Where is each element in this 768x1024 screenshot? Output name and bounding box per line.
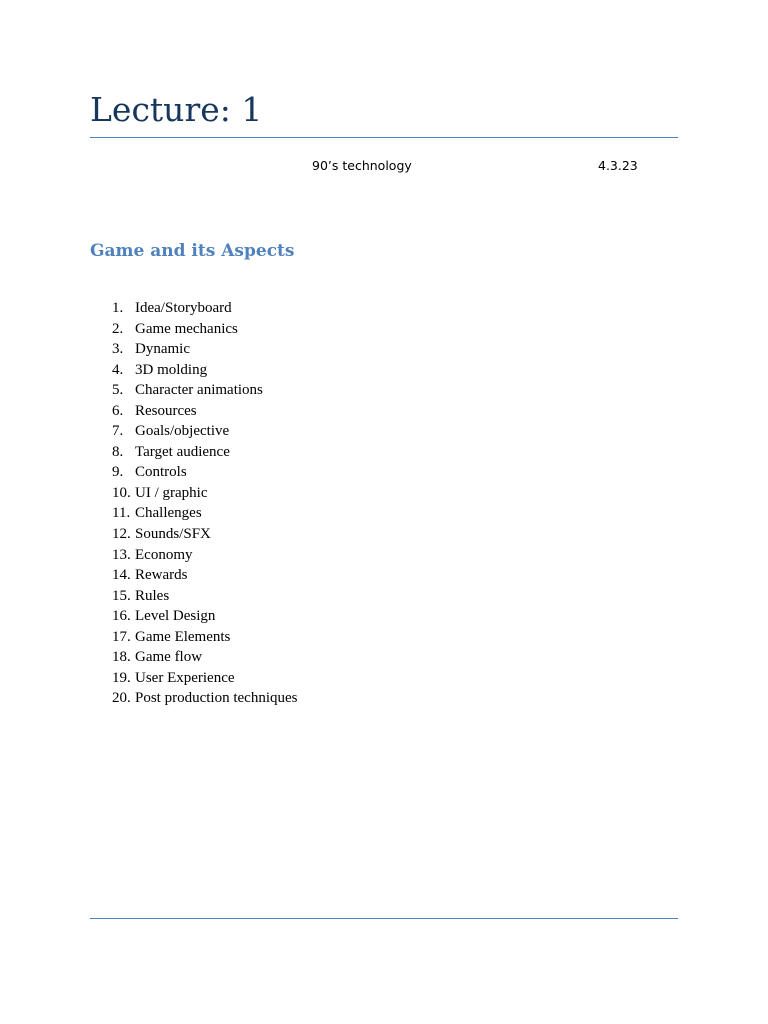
list-item (112, 647, 297, 668)
list-item-text: UI / graphic (135, 484, 208, 501)
list-item-number: 2. (112, 320, 124, 337)
aspects-list (112, 298, 297, 709)
list-item (112, 668, 297, 689)
list-item (112, 401, 297, 422)
list-item-number: 4. (112, 361, 124, 378)
section-heading: Game and its Aspects (90, 241, 295, 261)
list-item-text: Character animations (135, 382, 263, 399)
date-text: 4.3.23 (598, 158, 638, 173)
list-item (112, 360, 297, 381)
footer-rule (90, 918, 678, 919)
list-item-number: 6. (112, 402, 124, 419)
list-item-text: Controls (135, 464, 187, 481)
list-item-number: 11. (112, 505, 131, 522)
list-item-text: 3D molding (135, 361, 208, 378)
list-item (112, 483, 297, 504)
list-item-number: 17. (112, 628, 131, 645)
list-item-text: Game mechanics (135, 320, 238, 337)
list-item-number: 19. (112, 669, 131, 686)
list-item-text: Game Elements (135, 628, 231, 645)
list-item-number: 5. (112, 382, 124, 399)
list-item (112, 627, 297, 648)
list-item (112, 586, 297, 607)
list-item-text: Game flow (135, 649, 203, 666)
list-item-number: 20. (112, 690, 131, 707)
list-item-number: 10. (112, 484, 131, 501)
list-item-text: Rewards (135, 567, 188, 584)
list-item-number: 18. (112, 649, 131, 666)
list-item-text: Dynamic (135, 341, 190, 358)
list-item-number: 1. (112, 300, 124, 316)
list-item-text: Economy (135, 546, 193, 563)
list-item (112, 606, 297, 627)
list-item (112, 339, 297, 360)
list-item (112, 565, 297, 586)
list-item (112, 421, 297, 442)
list-item (112, 442, 297, 463)
title-underline (90, 137, 678, 138)
list-item (112, 319, 297, 340)
list-item-text: Rules (135, 587, 170, 604)
list-item (112, 380, 297, 401)
list-item-text: Goals/objective (135, 423, 230, 440)
list-item (112, 524, 297, 545)
list-item-text: Sounds/SFX (135, 526, 211, 543)
list-item-text: Target audience (135, 443, 230, 460)
list-item-number: 7. (112, 423, 124, 440)
page-title: Lecture: 1 (90, 90, 263, 129)
subtitle-text: 90’s technology (312, 158, 412, 173)
list-item-number: 16. (112, 608, 131, 625)
list-item (112, 462, 297, 483)
list-item-number: 15. (112, 587, 131, 604)
list-item-text: Idea/Storyboard (135, 300, 232, 316)
list-item-text: Resources (135, 402, 197, 419)
list-item (112, 298, 297, 319)
list-item-text: User Experience (135, 669, 235, 686)
list-item-number: 13. (112, 546, 131, 563)
list-item (112, 545, 297, 566)
list-item (112, 503, 297, 524)
list-item-number: 9. (112, 464, 124, 481)
list-item-number: 8. (112, 443, 124, 460)
list-item-text: Challenges (135, 505, 202, 522)
list-item (112, 688, 297, 709)
list-item-text: Post production techniques (135, 690, 298, 707)
list-item-number: 14. (112, 567, 131, 584)
list-item-text: Level Design (135, 608, 216, 625)
list-item-number: 12. (112, 526, 131, 543)
list-item-number: 3. (112, 341, 124, 358)
